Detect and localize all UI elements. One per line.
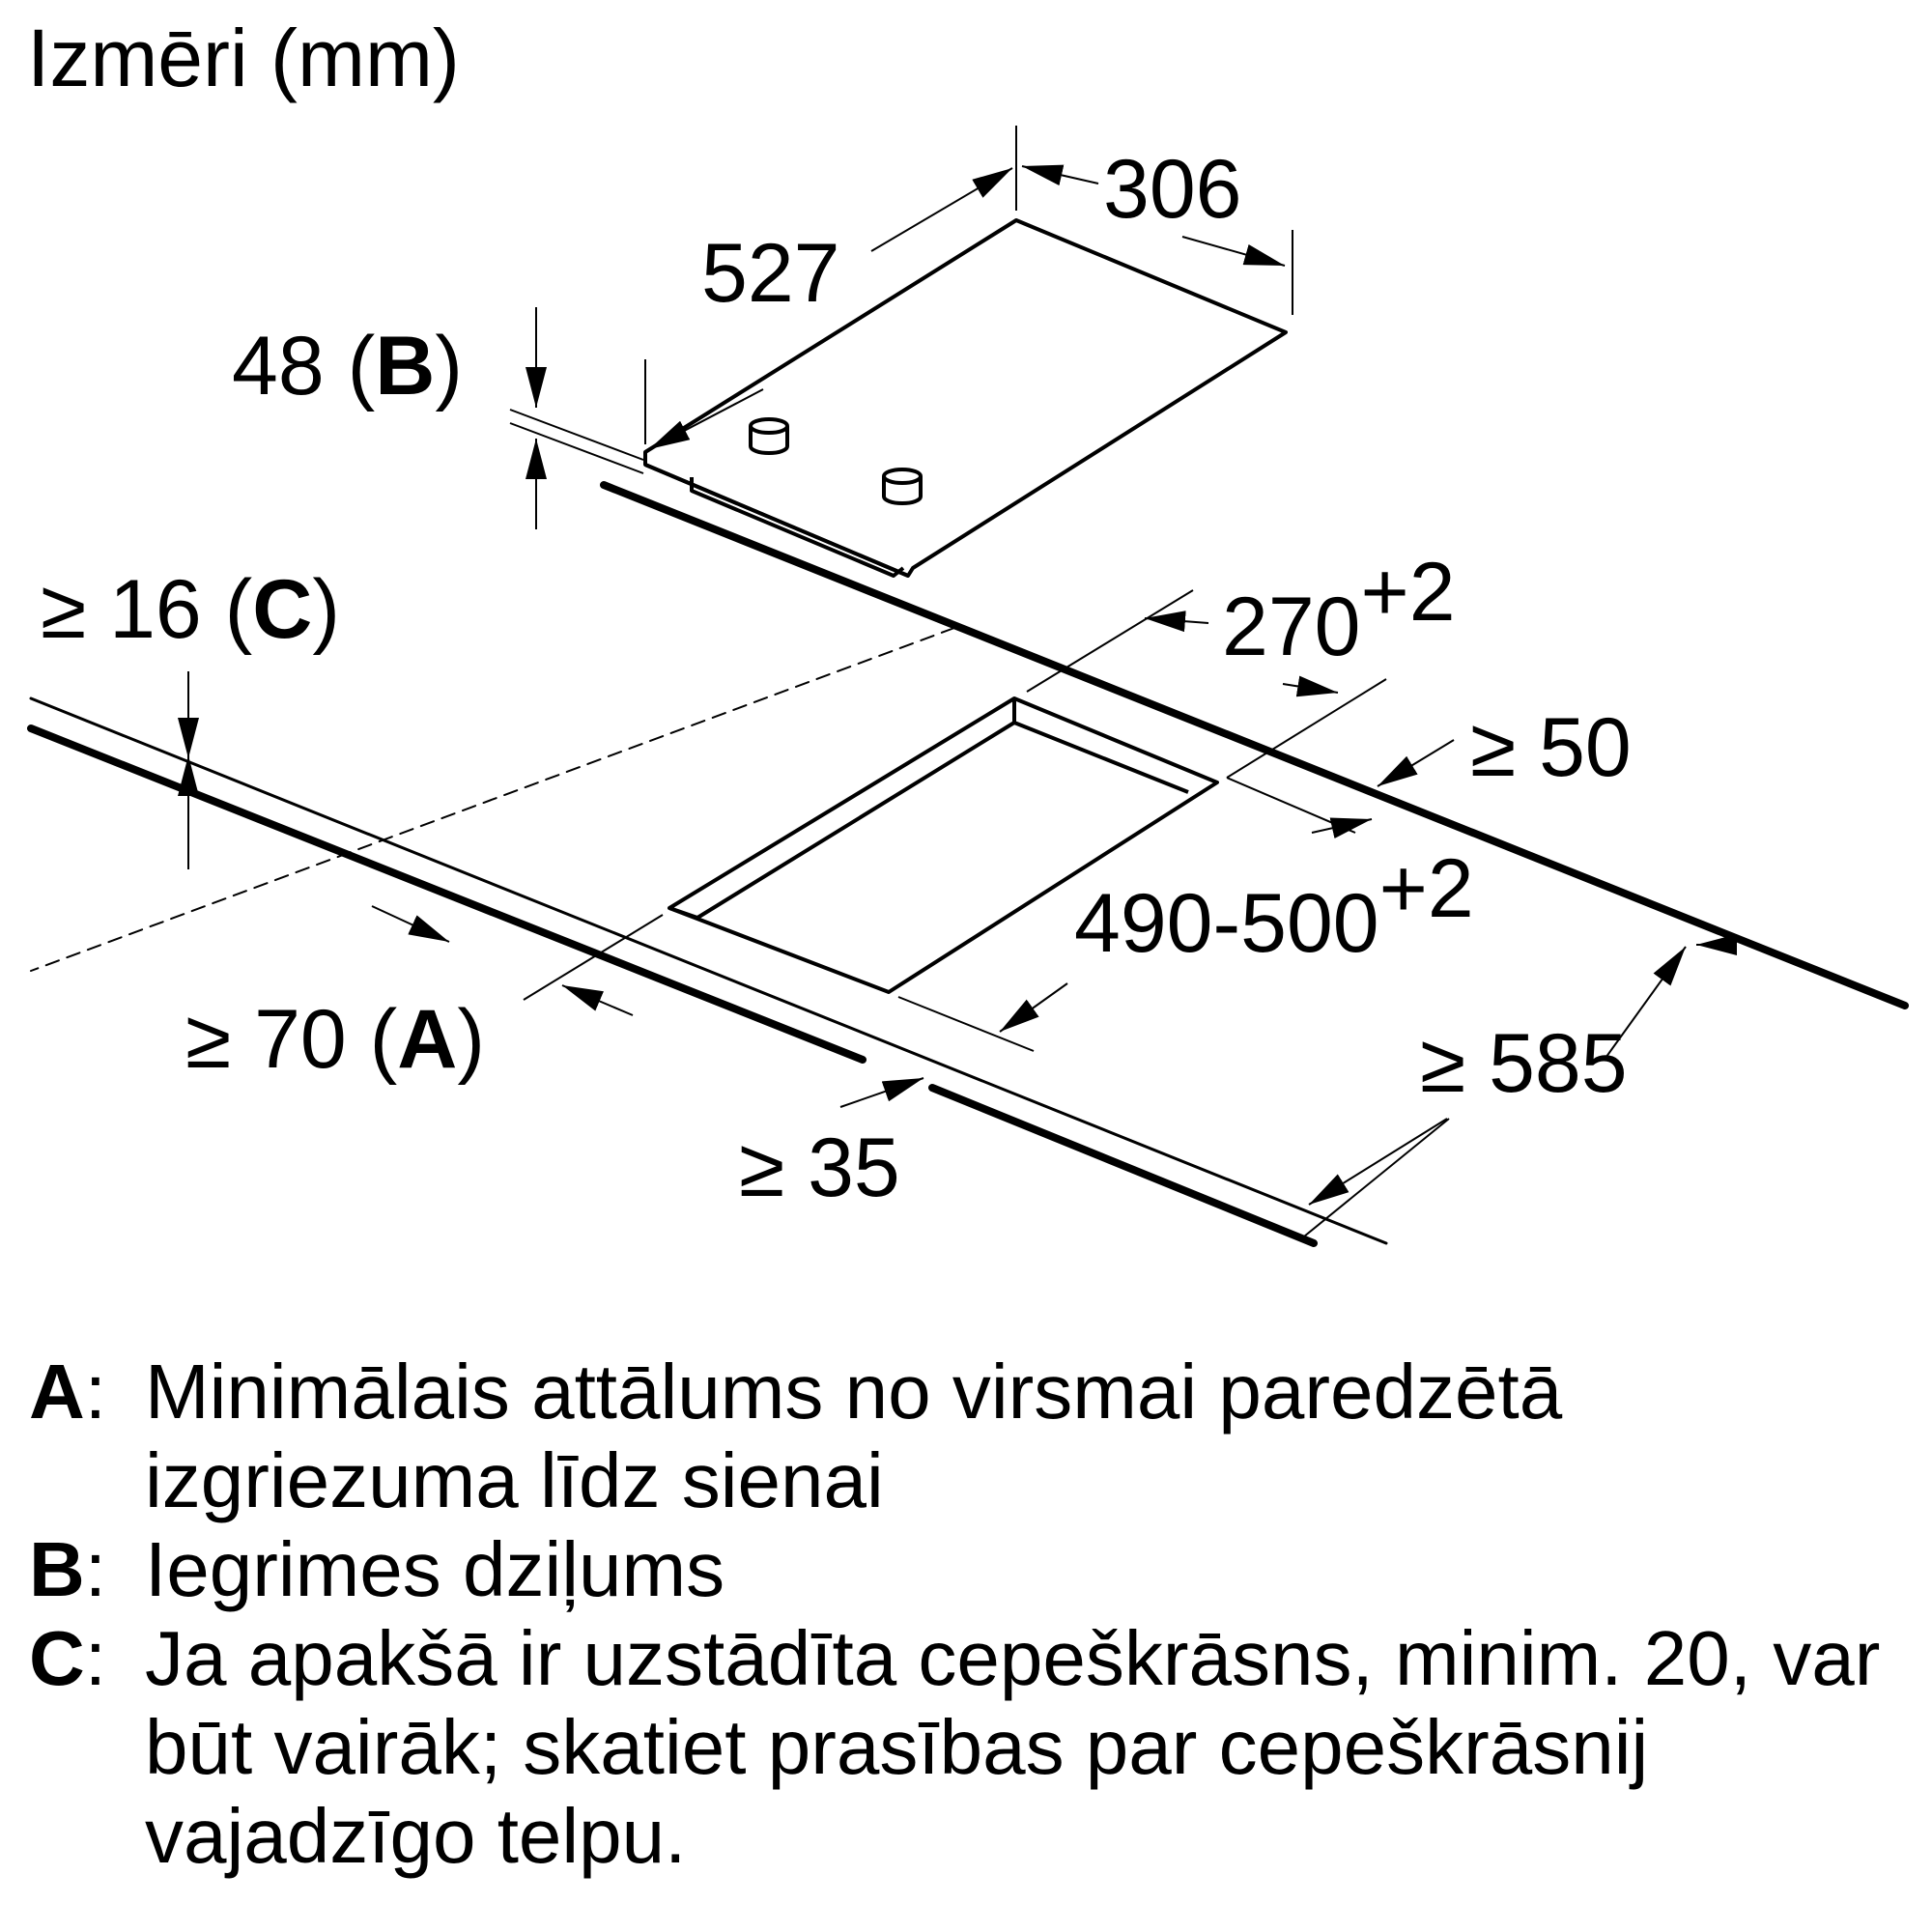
control-knob-icon <box>751 419 787 453</box>
legend-text: Iegrimes dziļums <box>145 1526 725 1612</box>
legend-entry-a: A: Minimālais attālums no virsmai paredzētā izgriezuma līdz sienai <box>29 1348 1932 1525</box>
legend-text: Minimālais attālums no virsmai paredzētā izgriezuma līdz sienai <box>145 1349 1563 1523</box>
dim-cutout-depth <box>1074 842 1474 970</box>
dim-cutout-width-base: 270 <box>1222 581 1361 673</box>
dim-worktop-min: ≥ 585 <box>1420 1017 1628 1110</box>
dim-min-gap <box>41 563 340 656</box>
dim-front-min: ≥ 35 <box>739 1122 900 1214</box>
dim-min-gap-prefix: ≥ 16 ( <box>41 563 253 656</box>
ref-A: A <box>397 993 458 1086</box>
dim-cutout-width <box>1222 546 1456 673</box>
legend-entry-b: B: Iegrimes dziļums <box>29 1525 1932 1614</box>
control-knob-icon <box>884 469 921 503</box>
dim-cutout-depth-base: 490-500 <box>1074 877 1379 970</box>
dim-recess-value: 48 <box>232 320 325 412</box>
dim-wall-min <box>185 993 485 1086</box>
dim-cutout-width-tolerance: +2 <box>1360 546 1456 639</box>
dim-recess-depth: 48 (B) <box>232 320 463 412</box>
dim-side-min: ≥ 50 <box>1470 701 1632 794</box>
ref-C: C <box>252 563 313 656</box>
legend-key: B <box>29 1526 85 1612</box>
ref-B: B <box>375 320 436 412</box>
dim-min-gap-suffix: ) <box>312 563 341 656</box>
legend-entry-c: C: Ja apakšā ir uzstādīta cepeškrāsns, minim. 20, var būt vairāk; skatiet prasības par cepeškrāsnij vajadzīgo telpu. <box>29 1614 1932 1881</box>
page-title: Izmēri (mm) <box>27 13 460 103</box>
dim-cutout-depth-tolerance: +2 <box>1378 842 1474 935</box>
dim-hob-width: 306 <box>1103 143 1242 236</box>
legend-key: C <box>29 1615 85 1701</box>
dim-wall-min-prefix: ≥ 70 ( <box>185 993 398 1086</box>
legend <box>29 1348 1932 1881</box>
dim-hob-depth: 527 <box>701 227 840 320</box>
legend-key: A <box>29 1349 85 1435</box>
legend-text: Ja apakšā ir uzstādīta cepeškrāsns, minim. 20, var būt vairāk; skatiet prasības par cepeškrāsnij vajadzīgo telpu. <box>145 1615 1881 1879</box>
dim-wall-min-suffix: ) <box>457 993 486 1086</box>
